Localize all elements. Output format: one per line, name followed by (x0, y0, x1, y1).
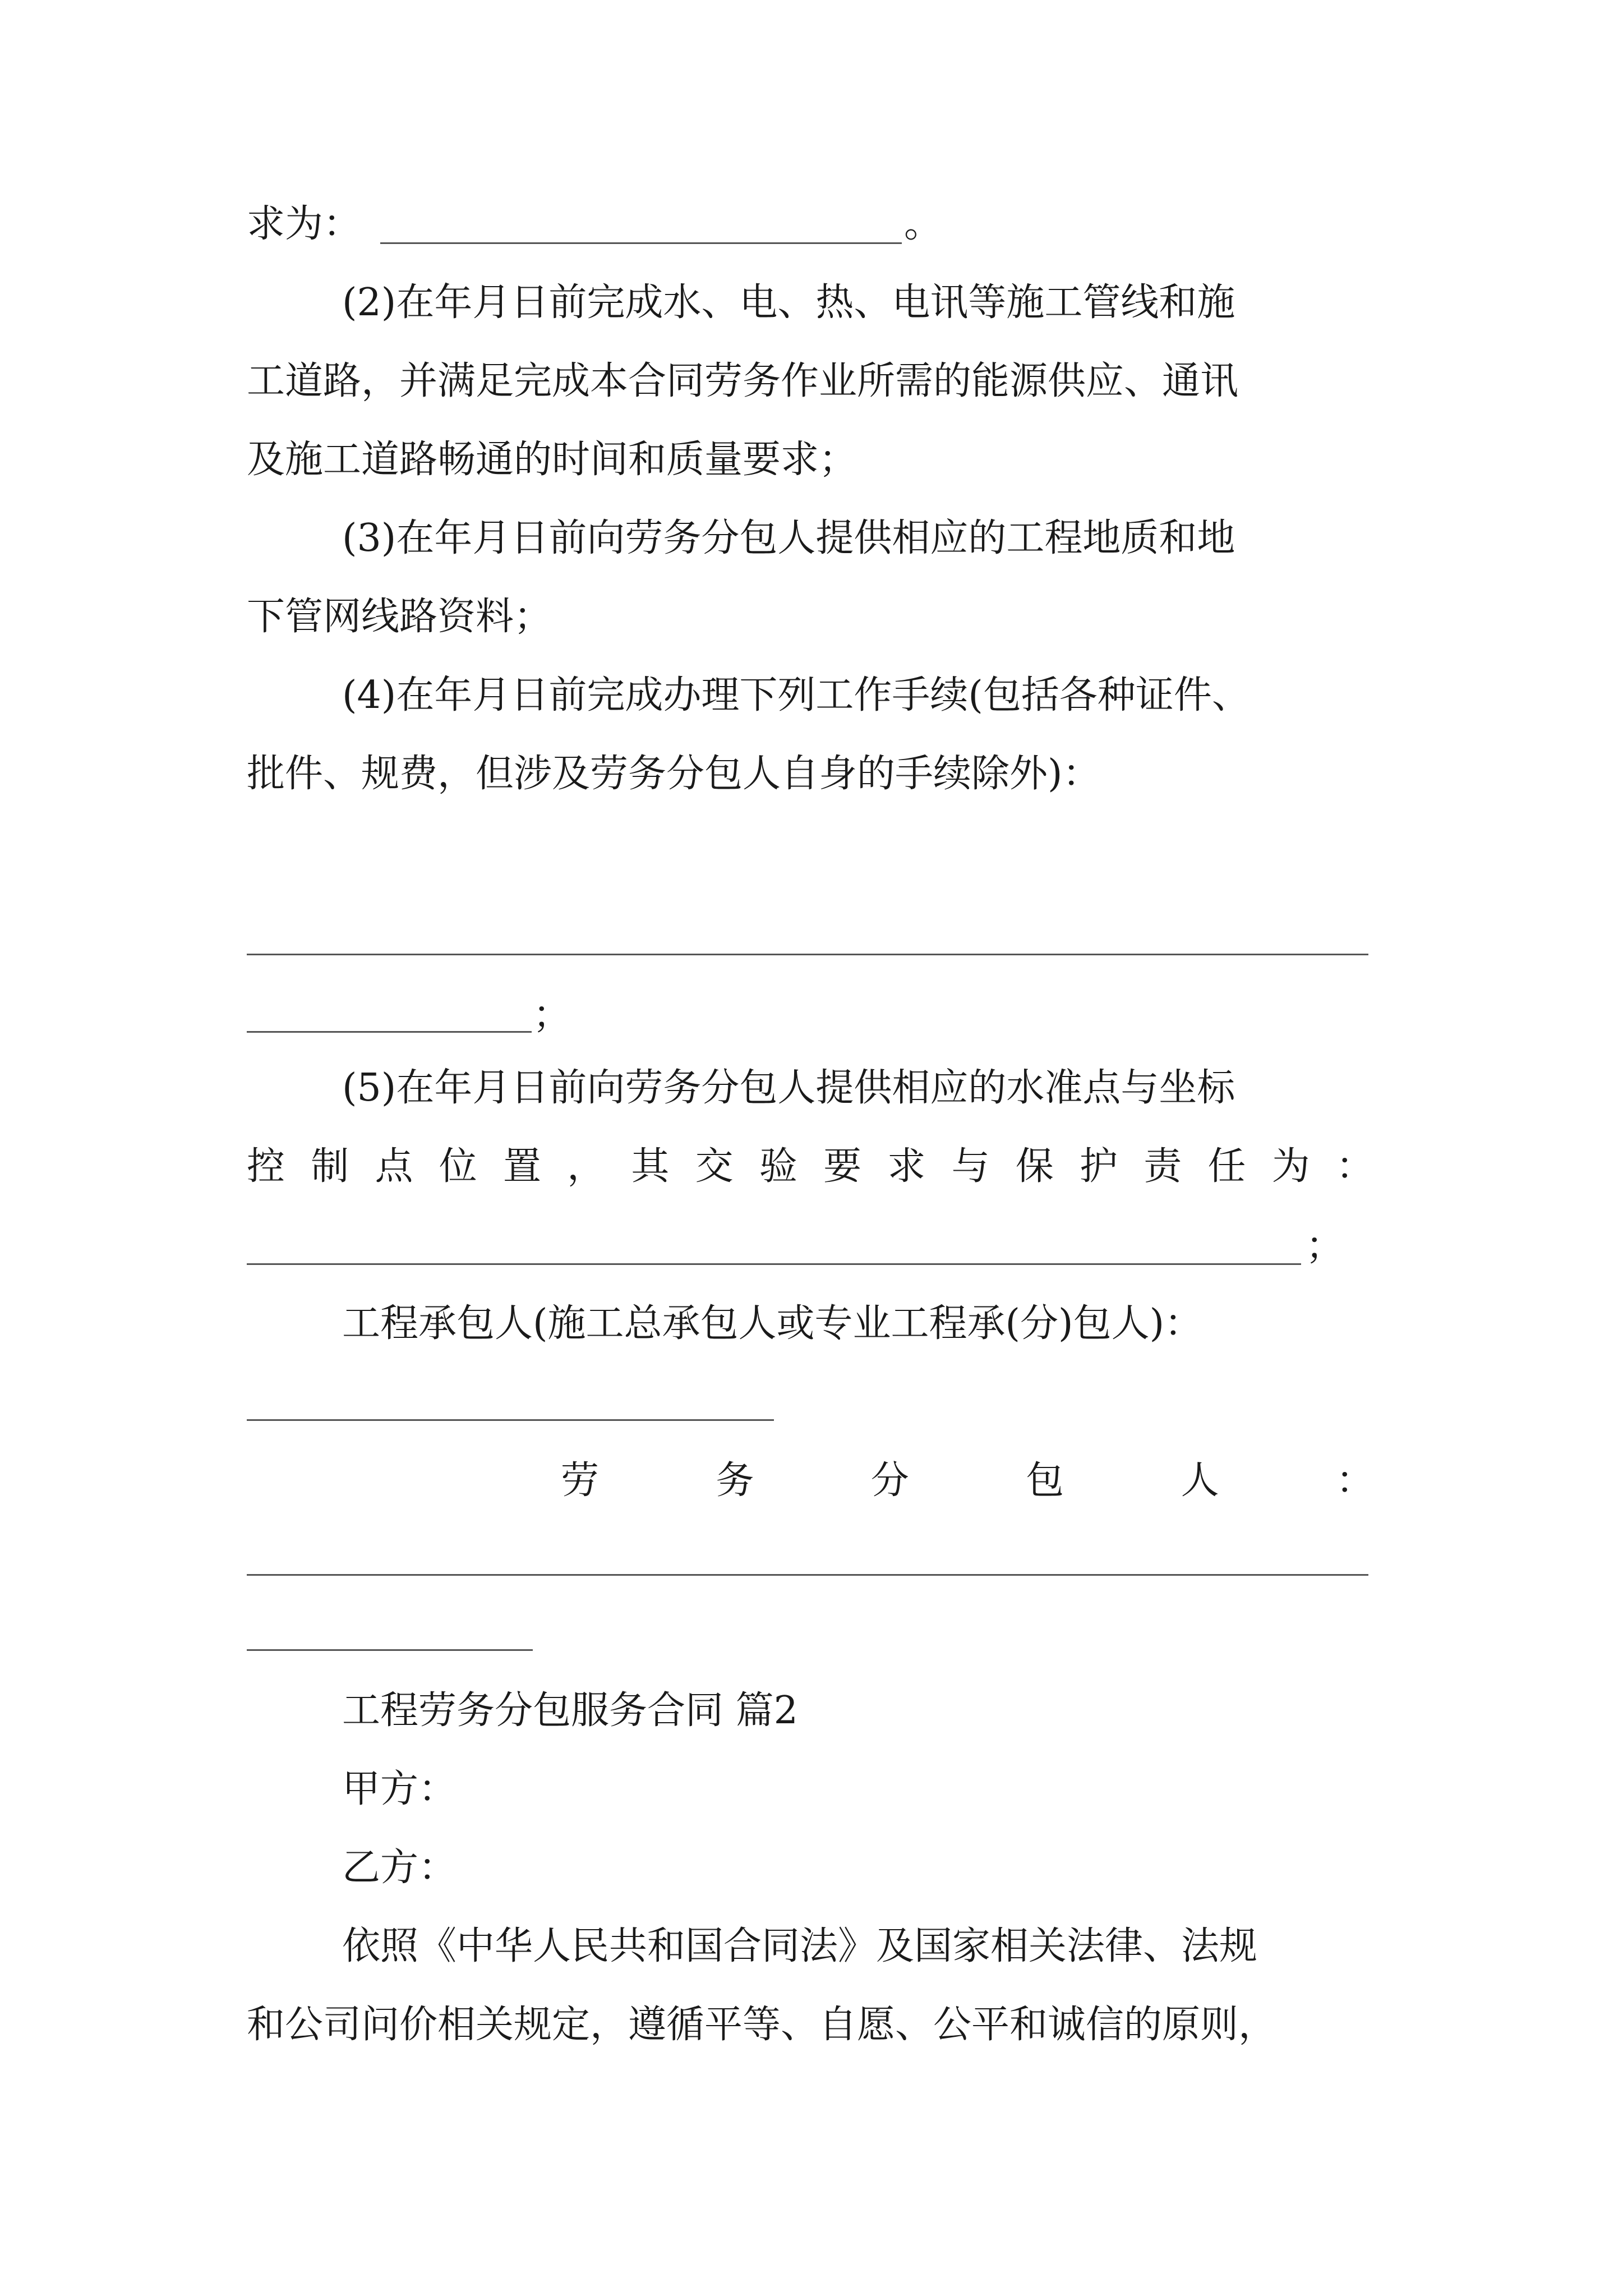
char: 包 (1026, 1458, 1064, 1503)
char: 控 (247, 1144, 285, 1189)
text-line: (3)在年月日前向劳务分包人提供相应的工程地质和地 (342, 516, 1235, 560)
char: 位 (439, 1144, 477, 1189)
blank-fill-line (247, 1263, 1301, 1265)
char: 置 (502, 1144, 541, 1189)
text-line: (5)在年月日前向劳务分包人提供相应的水准点与坐标 (342, 1066, 1235, 1110)
char: 求 (887, 1144, 926, 1189)
char: 劳 (561, 1458, 600, 1503)
char: 人 (1181, 1458, 1219, 1503)
blank-fill-line (247, 1574, 1368, 1576)
text-line: 和公司问价相关规定，遵循平等、自愿、公平和诚信的原则， (247, 2003, 1277, 2047)
text-line: 工道路，并满足完成本合同劳务作业所需的能源供应、通讯 (247, 359, 1239, 403)
text-line: 。 (904, 202, 943, 246)
text-line: (2)在年月日前完成水、电、热、电讯等施工管线和施 (342, 280, 1235, 325)
text-line: ； (1306, 1224, 1344, 1268)
text-line: 工程承包人(施工总承包人或专业工程承(分)包人)： (342, 1301, 1203, 1346)
char: 其 (631, 1144, 670, 1189)
blank-fill-line (247, 954, 1368, 955)
spaced-text-line (247, 1144, 1374, 1189)
text-line: (4)在年月日前完成办理下列工作手续(包括各种证件、 (342, 673, 1250, 717)
char: ， (567, 1144, 606, 1189)
char: 验 (759, 1144, 797, 1189)
spaced-text-line (561, 1458, 1374, 1503)
char: 分 (870, 1458, 909, 1503)
text-line: 及施工道路畅通的时间和质量要求； (247, 438, 857, 482)
text-line: 乙方： (342, 1846, 457, 1890)
blank-fill-line (247, 1031, 532, 1033)
text-line: 依照《中华人民共和国合同法》及国家相关法律、法规 (342, 1924, 1258, 1968)
section-heading: 工程劳务分包服务合同 篇2 (342, 1688, 798, 1733)
char: 责 (1144, 1144, 1182, 1189)
char: 要 (823, 1144, 862, 1189)
char: 制 (311, 1144, 349, 1189)
char: 任 (1207, 1144, 1246, 1189)
text-line: 求为： (247, 202, 362, 246)
char: 务 (716, 1458, 754, 1503)
char: ： (1335, 1144, 1374, 1189)
text-line: ； (533, 993, 571, 1037)
blank-fill-line (247, 1419, 774, 1421)
text-line: 甲方： (342, 1767, 457, 1811)
char: 交 (695, 1144, 734, 1189)
text-line: 下管网线路资料； (247, 595, 552, 639)
text-line: 批件、规费，但涉及劳务分包人自身的手续除外)： (247, 752, 1101, 796)
char: 为 (1271, 1144, 1310, 1189)
blank-fill-line (380, 242, 902, 244)
char: ： (1335, 1458, 1374, 1503)
char: 点 (375, 1144, 413, 1189)
blank-fill-line (247, 1649, 533, 1651)
char: 护 (1080, 1144, 1118, 1189)
char: 与 (951, 1144, 990, 1189)
char: 保 (1015, 1144, 1054, 1189)
